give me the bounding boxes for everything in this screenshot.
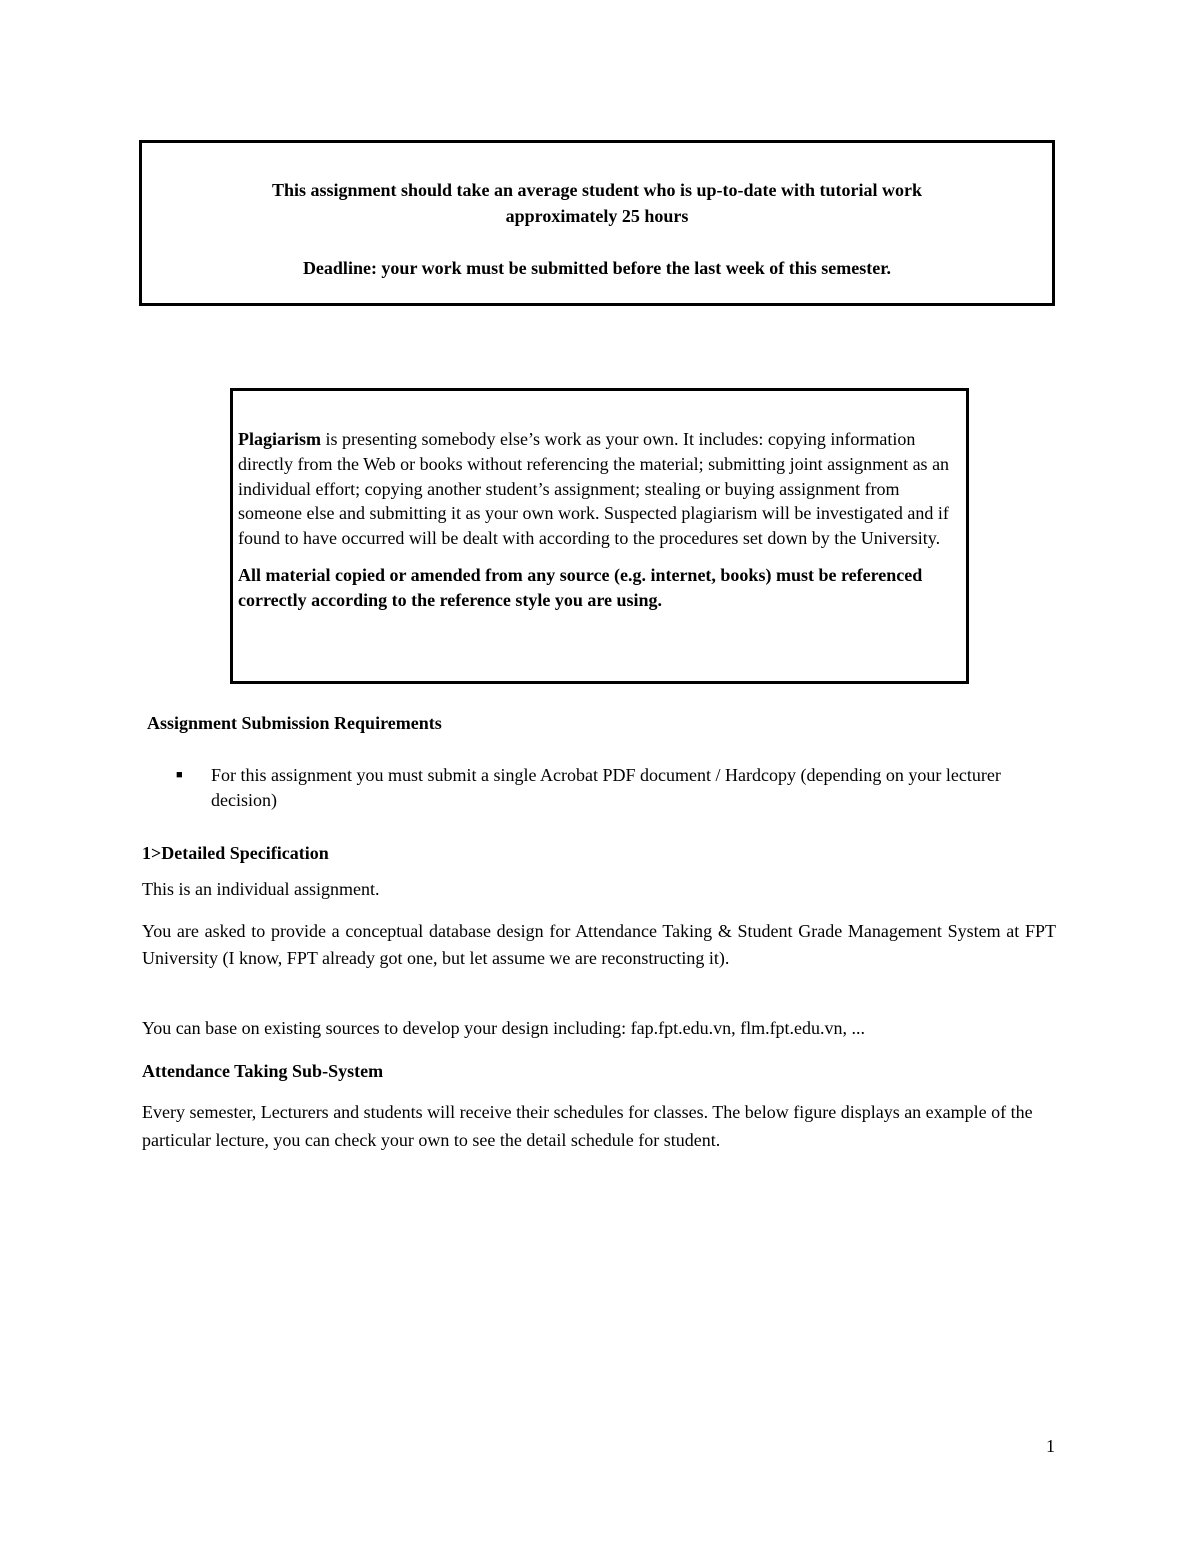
submission-heading: Assignment Submission Requirements: [147, 713, 442, 733]
submission-item-text: For this assignment you must submit a single Acrobat PDF document / Hardcopy (depending on your lecturer decision): [211, 765, 1001, 810]
plagiarism-definition: is presenting somebody else’s work as your own. It includes: copying information directly from the Web or books without referencing the material; submitting joint assignment as an individual effort; copying another student’s assignment; stealing or buying assignment from someone else and submitting it as your own work. Suspected plagiarism will be investigated and if found to have occurred will be dealt with according to the procedures set down by the University.: [238, 429, 950, 549]
plagiarism-term: Plagiarism: [238, 429, 321, 449]
individual-assignment-text: This is an individual assignment.: [142, 879, 380, 899]
plagiarism-paragraph: [238, 427, 956, 551]
page-number: 1: [1046, 1436, 1055, 1456]
specification-heading: 1>Detailed Specification: [142, 843, 329, 863]
deadline-text: Deadline: your work must be submitted before the last week of this semester.: [302, 258, 892, 278]
reference-note: All material copied or amended from any source (e.g. internet, books) must be referenced correctly according to the reference style you are using.: [238, 564, 923, 610]
workload-notice-box: [139, 140, 1055, 306]
plagiarism-notice-box: [230, 388, 969, 684]
sources-text: You can base on existing sources to develop your design including: fap.fpt.edu.vn, flm.fpt.edu.vn, ...: [142, 1018, 866, 1038]
task-description-text: You are asked to provide a conceptual database design for Attendance Taking & Student Grade Management System at FPT University (I know, FPT already got one, but let assume we are reconstructing it).: [142, 921, 1056, 968]
workload-line-2: approximately 25 hours: [505, 206, 689, 226]
workload-line-1: This assignment should take an average student who is up-to-date with tutorial work: [271, 180, 923, 200]
square-bullet-icon: ■: [176, 769, 183, 781]
attendance-heading: Attendance Taking Sub-System: [142, 1061, 384, 1081]
list-item: [176, 763, 1056, 813]
attendance-description-text: Every semester, Lecturers and students will receive their schedules for classes. The below figure displays an example of the particular lecture, you can check your own to see the detail schedule for student.: [142, 1102, 1033, 1150]
